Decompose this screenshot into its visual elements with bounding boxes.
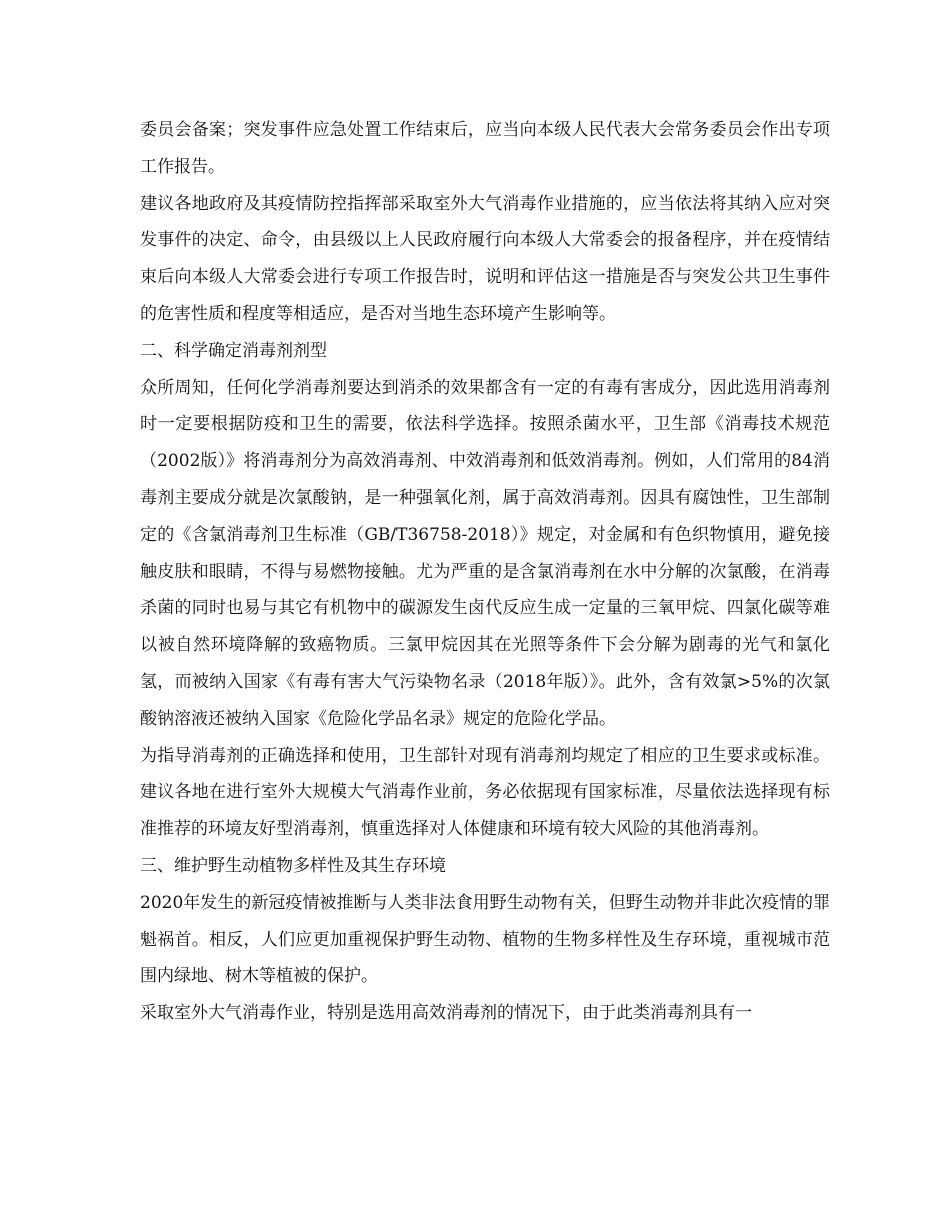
paragraph: 委员会备案；突发事件应急处置工作结束后，应当向本级人民代表大会常务委员会作出专项工作报告。 — [140, 120, 830, 177]
paragraph: 2020年发生的新冠疫情被推断与人类非法食用野生动物有关，但野生动物并非此次疫情的罪魁祸首。相反，人们应更加重视保护野生动物、植物的生物多样性及生存环境，重视城市范围内绿地、树木等植被的保护。 — [140, 892, 830, 987]
paragraph: 为指导消毒剂的正确选择和使用，卫生部针对现有消毒剂均规定了相应的卫生要求或标准。建议各地在进行室外大规模大气消毒作业前，务必依据现有国家标准，尽量依法选择现有标准推荐的环境友好型消毒剂，慎重选择对人体健康和环境有较大风险的其他消毒剂。 — [140, 745, 830, 840]
paragraph: 众所周知，任何化学消毒剂要达到消杀的效果都含有一定的有毒有害成分，因此选用消毒剂时一定要根据防疫和卫生的需要，依法科学选择。按照杀菌水平，卫生部《消毒技术规范（2002版）》将消毒剂分为高效消毒剂、中效消毒剂和低效消毒剂。例如，人们常用的84消毒剂主要成分就是次氯酸钠，是一种强氧化剂，属于高效消毒剂。因具有腐蚀性，卫生部制定的《含氯消毒剂卫生标准（GB/T36758-2018）》规定，对金属和有色织物慎用，避免接触皮肤和眼睛，不得与易燃物接触。尤为严重的是含氯消毒剂在水中分解的次氯酸，在消毒杀菌的同时也易与其它有机物中的碳源发生卤代反应生成一定量的三氧甲烷、四氯化碳等难以被自然环境降解的致癌物质。三氯甲烷因其在光照等条件下会分解为剧毒的光气和氯化氢，而被纳入国家《有毒有害大气污染物名录（2018年版）》。此外，含有效氯>5%的次氯酸钠溶液还被纳入国家《危险化学品名录》规定的危险化学品。 — [140, 377, 830, 729]
paragraph: 建议各地政府及其疫情防控指挥部采取室外大气消毒作业措施的，应当依法将其纳入应对突发事件的决定、命令，由县级以上人民政府履行向本级人大常委会的报备程序，并在疫情结束后向本级人大常委会进行专项工作报告时，说明和评估这一措施是否与突发公共卫生事件的危害性质和程度等相适应，是否对当地生态环境产生影响等。 — [140, 193, 830, 324]
document-body — [140, 112, 830, 1032]
paragraph: 采取室外大气消毒作业，特别是选用高效消毒剂的情况下，由于此类消毒剂具有一 — [140, 1003, 752, 1024]
section-heading: 二、科学确定消毒剂剂型 — [140, 340, 327, 361]
section-heading: 三、维护野生动植物多样性及其生存环境 — [140, 855, 446, 876]
